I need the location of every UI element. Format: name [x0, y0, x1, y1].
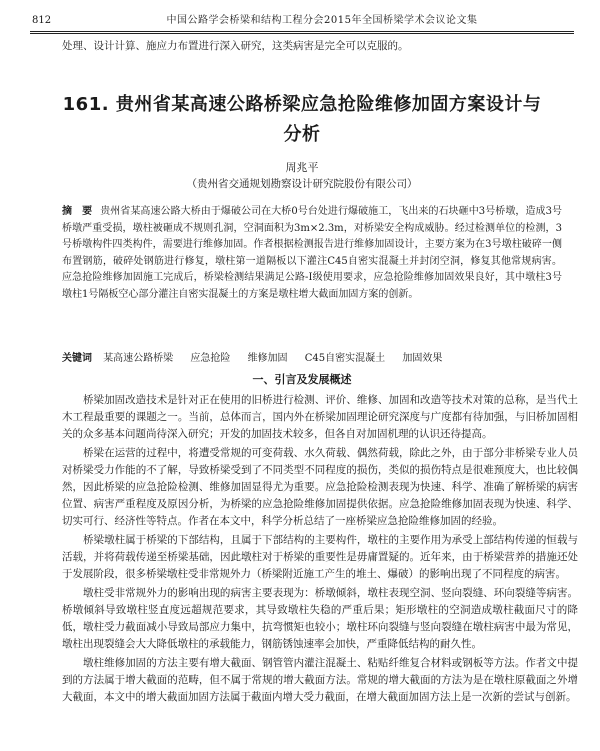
keywords [62, 351, 562, 367]
author-name: 周兆平 [285, 161, 319, 174]
author-affiliation: （贵州省交通规划勘察设计研究院股份有限公司） [186, 178, 418, 190]
previous-article-tail: 处理、设计计算、施应力布置进行深入研究，这类病害是完全可以克服的。 [62, 40, 409, 52]
keyword: 加固效果 [402, 353, 443, 364]
journal-title: 中国公路学会桥梁和结构工程分会2015年全国桥梁学术会议论文集 [166, 15, 478, 26]
keyword: C45自密实混凝土 [304, 353, 386, 364]
abstract-text: 贵州省某高速公路大桥由于爆破公司在大桥0号台处进行爆破施工，飞出来的石块砸中3号桥墩，造成3号桥墩严重受损，墩柱被砸成不规则孔洞，空洞面积为3m×2.3m，对桥梁安全构成威胁。经过检测单位的检测，3号桥墩构件四类构件，需要进行维修加固。作者根据检测报告进行维修加固设计，主要方案为在3号墩柱破碎一侧布置钢筋，破碎处钢筋进行修复，墩柱第一道隔板以下灌注C45自密实混凝土并封闭空洞，修复其他常规病害。应急抢险维修加固施工完成后，桥梁检测结果满足公路-Ⅰ级使用要求，应急抢险维修加固效果良好，其中墩柱3号墩柱1号隔板空心部分灌注自密实混凝土的方案是墩柱增大截面加固方案的创新。 [62, 206, 563, 300]
article-title: 161. 贵州省某高速公路桥梁应急抢险维修加固方案设计与分析 [62, 94, 542, 145]
paragraph: 桥梁墩柱属于桥梁的下部结构，且属于下部结构的主要构件，墩柱的主要作用为承受上部结构传递的恒载与活载，并将荷载传递至桥梁基础，因此墩柱对于桥梁的重要性是毋庸置疑的。近年来，由于桥梁营养的措施还处于发展阶段，很多桥梁墩柱受非常规外力（桥梁附近施工产生的堆土、爆破）的影响出现了不同程度的病害。 [62, 534, 578, 580]
keywords-label: 关键词 [62, 353, 92, 364]
keyword: 应急抢险 [190, 353, 231, 364]
abstract [62, 204, 562, 303]
keyword: 某高速公路桥梁 [103, 353, 174, 364]
keyword: 维修加固 [247, 353, 288, 364]
body-text [62, 392, 578, 708]
abstract-label: 摘 要 [62, 206, 93, 217]
running-head [32, 13, 572, 29]
paragraph: 墩柱受非常规外力的影响出现的病害主要表现为：桥墩倾斜，墩柱表现空洞、竖向裂缝、环向裂缝等病害。桥墩倾斜导致墩柱竖直度远超规范要求，其导致墩柱失稳的严重后果；矩形墩柱的空洞造成墩柱截面尺寸的降低，墩柱受力截面减小导致局部应力集中，抗弯惯矩也较小；墩柱环向裂缝与竖向裂缝在墩柱病害中最为常见，墩柱出现裂缝会大大降低墩柱的承载能力，钢筋锈蚀速率会加快，严重降低结构的耐久性。 [62, 587, 578, 650]
paragraph: 墩柱维修加固的方法主要有增大截面、钢管管内灌注混凝土、粘贴纤维复合材料或钢板等方法。作者文中提到的方法属于增大截面的范畴，但不属于常规的增大截面方法。常规的增大截面的方法为是在墩柱原截面之外增大截面，本文中的增大截面加固方法属于截面内增大受力截面，在增大截面加固方法上是一次新的尝试与创新。 [62, 657, 578, 703]
paragraph: 桥梁在运营的过程中，将遭受常规的可变荷载、水久荷载、偶然荷载，除此之外，由于部分非桥梁专业人员对桥梁受力作能的不了解，导致桥梁受到了不同类型不同程度的损伤，类似的损伤特点是很难预度大，也比较偶然，因此桥梁的应急抢险检测、维修加固显得尤为重要。应急抢险检测表现为快速、科学、准确了解桥梁的病害位置、病害严重程度及原因分析，为桥梁的应急抢险维修加固提供依据。应急抢险维修加固表现为快速、科学、切实可行、经济性等特点。作者在本文中，科学分析总结了一座桥梁应急抢险维修加固的经验。 [62, 447, 578, 527]
paragraph: 桥梁加固改造技术是针对正在使用的旧桥进行检测、评价、维修、加固和改造等技术对策的总称，是当代土木工程最重要的课题之一。当前，总体而言，国内外在桥梁加固理论研究深度与广度都有待加强，与旧桥加固相关的众多基本问题尚待深入研究；开发的加固技术较多，但各自对加固机理的认识还待提高。 [62, 394, 578, 440]
header-rule [30, 31, 574, 32]
page-number: 812 [32, 15, 52, 26]
header-rule-secondary [30, 33, 574, 34]
section-heading: 一、引言及发展概述 [252, 373, 352, 386]
